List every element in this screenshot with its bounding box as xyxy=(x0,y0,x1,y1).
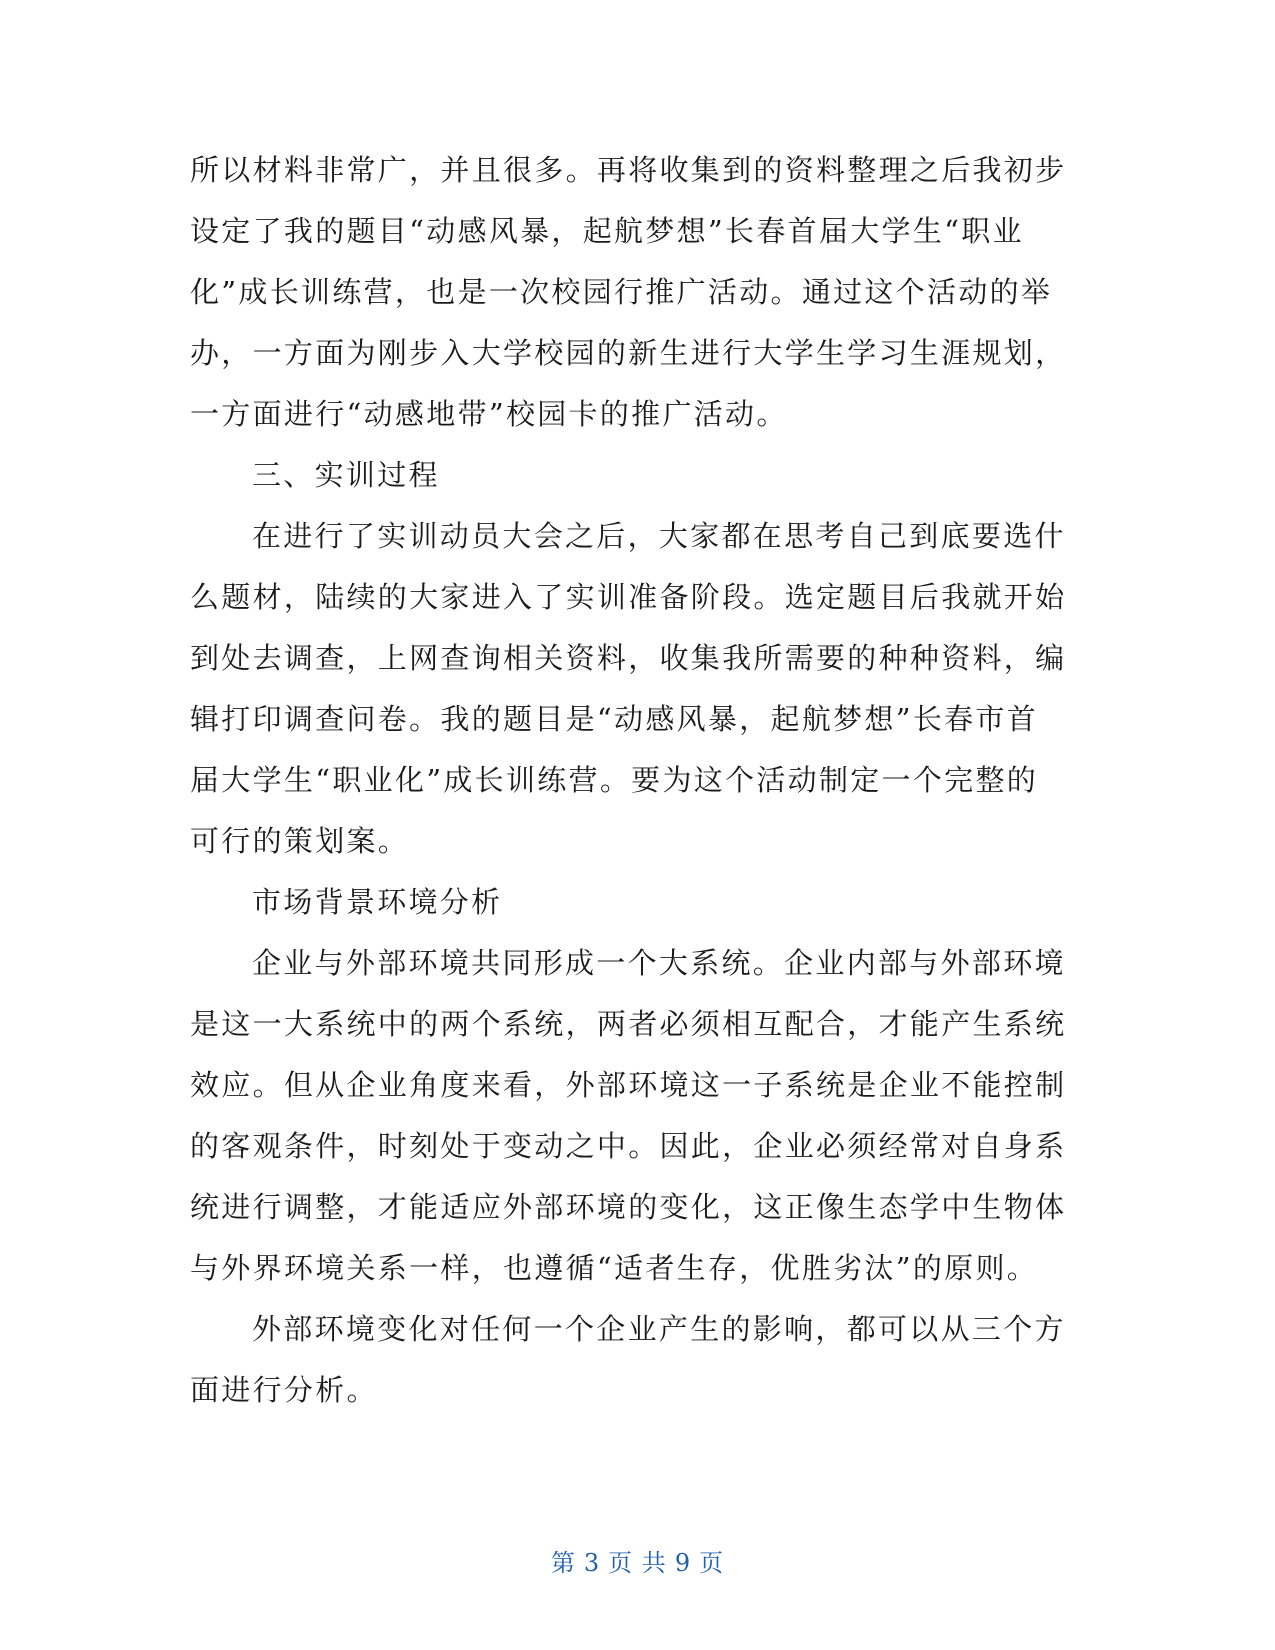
section-heading: 三、实训过程 xyxy=(252,458,440,492)
section-heading: 市场背景环境分析 xyxy=(252,885,503,919)
current-page-number: 3 xyxy=(583,1549,601,1577)
footer-middle: 页 共 xyxy=(608,1549,667,1577)
text-line: 外部环境变化对任何一个企业产生的影响，都可以从三个方 xyxy=(252,1312,1066,1346)
text-line: 化”成长训练营，也是一次校园行推广活动。通过这个活动的举 xyxy=(190,275,1053,309)
text-line: 辑打印调查问卷。我的题目是“动感风暴，起航梦想”长春市首 xyxy=(190,702,1039,736)
total-page-count: 9 xyxy=(674,1549,692,1577)
text-line: 到处去调查，上网查询相关资料，收集我所需要的种种资料，编 xyxy=(190,641,1067,675)
text-line: 么题材，陆续的大家进入了实训准备阶段。选定题目后我就开始 xyxy=(190,580,1067,614)
footer-prefix: 第 xyxy=(550,1549,576,1577)
text-line: 在进行了实训动员大会之后，大家都在思考自己到底要选什 xyxy=(252,519,1066,553)
page-footer xyxy=(0,1543,1275,1578)
text-line: 所以材料非常广，并且很多。再将收集到的资料整理之后我初步 xyxy=(190,153,1067,187)
text-line: 面进行分析。 xyxy=(190,1373,378,1407)
text-line: 是这一大系统中的两个系统，两者必须相互配合，才能产生系统 xyxy=(190,1007,1067,1041)
text-line: 可行的策划案。 xyxy=(190,824,410,858)
text-line: 设定了我的题目“动感风暴，起航梦想”长春首届大学生“职业 xyxy=(190,214,1024,248)
text-line: 届大学生“职业化”成长训练营。要为这个活动制定一个完整的 xyxy=(190,763,1039,797)
document-body xyxy=(190,140,1070,1421)
text-line: 企业与外部环境共同形成一个大系统。企业内部与外部环境 xyxy=(252,946,1066,980)
text-line: 一方面进行“动感地带”校园卡的推广活动。 xyxy=(190,397,788,431)
text-line: 办，一方面为刚步入大学校园的新生进行大学生学习生涯规划， xyxy=(190,336,1067,370)
text-line: 效应。但从企业角度来看，外部环境这一子系统是企业不能控制 xyxy=(190,1068,1067,1102)
text-line: 与外界环境关系一样，也遵循“适者生存，优胜劣汰”的原则。 xyxy=(190,1251,1039,1285)
text-line: 的客观条件，时刻处于变动之中。因此，企业必须经常对自身系 xyxy=(190,1129,1067,1163)
footer-suffix: 页 xyxy=(699,1549,725,1577)
text-line: 统进行调整，才能适应外部环境的变化，这正像生态学中生物体 xyxy=(190,1190,1067,1224)
